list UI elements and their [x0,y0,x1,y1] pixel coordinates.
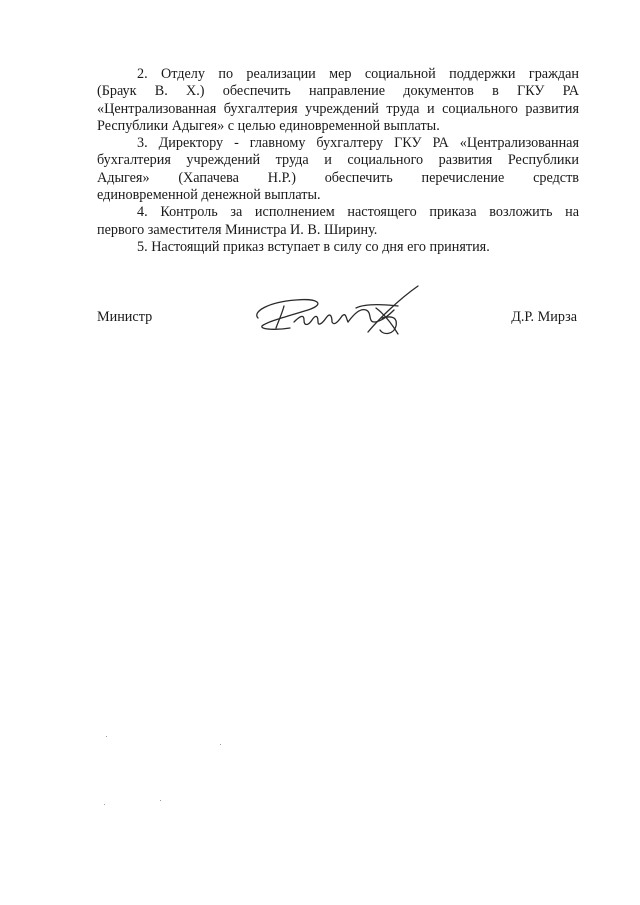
paragraph-line: Адыгея» (Хапачева Н.Р.) обеспечить перечисление средств [97,169,579,186]
paragraph-line: 2. Отделу по реализации мер социальной поддержки граждан [137,66,579,82]
scan-speck [104,804,105,805]
paragraph-line: 3. Директору - главному бухгалтеру ГКУ РА «Централизованная [137,135,579,152]
paragraph-line: (Браук В. Х.) обеспечить направление документов в ГКУ РА [97,83,579,100]
paragraph-line: Республики Адыгея» с целью единовременной выплаты. [97,117,440,134]
paragraph-line: 4. Контроль за исполнением настоящего приказа возложить на [137,204,579,221]
scan-speck [106,736,107,737]
document-body [97,66,579,256]
signatory-title: Министр [97,309,153,325]
paragraph-line: 5. Настоящий приказ вступает в силу со дня его принятия. [137,238,490,255]
paragraph-5 [97,239,579,256]
signatory-name: Д.Р. Мирза [511,309,577,325]
paragraph-line: единовременной денежной выплаты. [97,187,321,204]
scan-speck [220,744,221,745]
paragraph-line: первого заместителя Министра И. В. Ширину. [97,221,378,238]
handwritten-signature [248,280,428,346]
paragraph-3 [97,135,579,204]
scan-speck [160,800,161,801]
paragraph-4 [97,204,579,239]
paragraph-line: «Централизованная бухгалтерия учреждений труда и социального развития [97,100,579,117]
paragraph-line: бухгалтерия учреждений труда и социального развития Республики [97,152,579,169]
paragraph-2 [97,66,579,135]
